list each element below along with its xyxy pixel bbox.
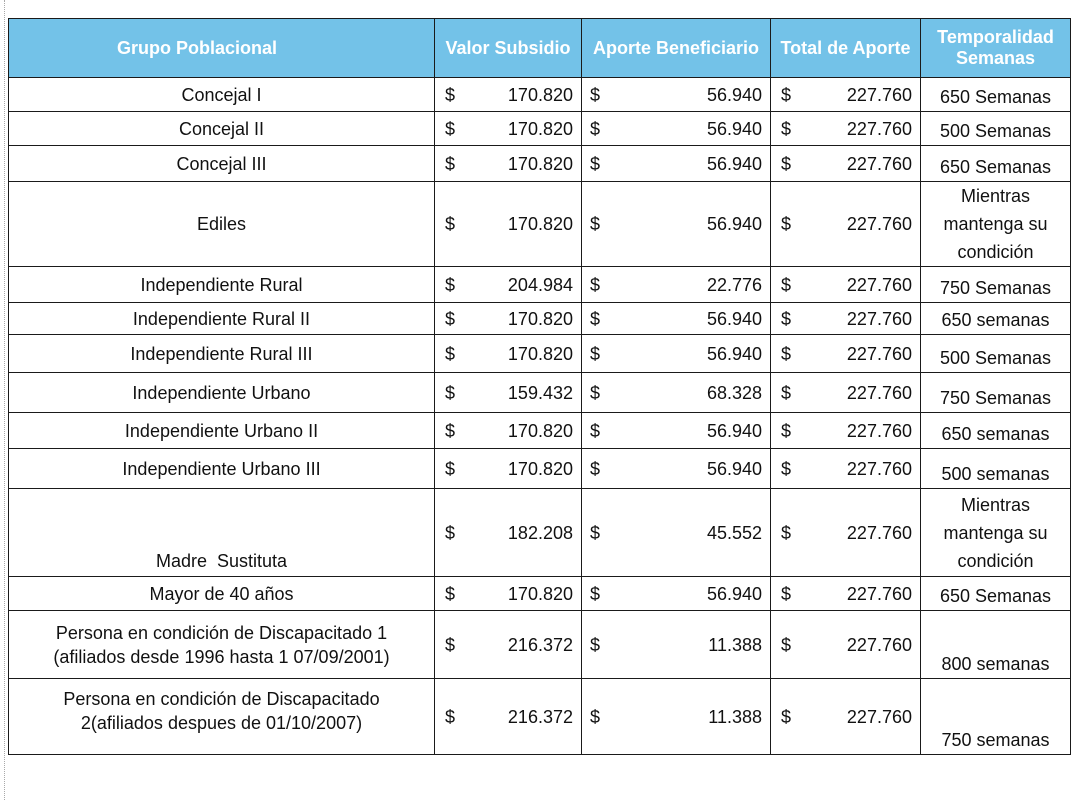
- subsidy-table: [8, 18, 1071, 755]
- cell-temporalidad: Mientras mantenga su condición: [921, 182, 1071, 267]
- cell-total-aporte: [771, 679, 921, 755]
- cell-aporte-beneficiario: [582, 146, 771, 182]
- money-value: 227.760: [846, 634, 912, 655]
- money-cell: [435, 82, 581, 108]
- money-cell: [582, 151, 770, 177]
- currency-symbol: $: [781, 706, 792, 727]
- money-cell: [435, 341, 581, 367]
- cell-valor-subsidio: [435, 577, 582, 611]
- currency-symbol: $: [781, 458, 792, 479]
- currency-symbol: $: [590, 458, 601, 479]
- money-value: 56.940: [706, 214, 762, 234]
- cell-valor-subsidio: [435, 146, 582, 182]
- money-value: 11.388: [708, 634, 762, 655]
- cell-valor-subsidio: [435, 78, 582, 112]
- money-value: 170.820: [507, 308, 573, 329]
- currency-symbol: $: [590, 153, 601, 174]
- money-value: 170.820: [507, 84, 573, 105]
- money-value: 170.820: [507, 420, 573, 441]
- currency-symbol: $: [590, 343, 601, 364]
- grupo-line-1: Persona en condición de Discapacitado: [63, 688, 380, 709]
- money-value: 56.940: [706, 118, 762, 139]
- cell-grupo-poblacional: [9, 146, 435, 182]
- cell-temporalidad: 800 semanas: [921, 611, 1071, 679]
- cell-total-aporte: [771, 267, 921, 303]
- cell-grupo-poblacional: [9, 303, 435, 335]
- cell-valor-subsidio: [435, 182, 582, 267]
- header-valor-subsidio: Valor Subsidio: [435, 19, 582, 78]
- currency-symbol: $: [445, 634, 456, 655]
- money-cell: [435, 116, 581, 142]
- cell-aporte-beneficiario: [582, 413, 771, 449]
- money-cell: [582, 272, 770, 298]
- header-temporalidad: Temporalidad Semanas: [921, 19, 1071, 78]
- money-value: 170.820: [507, 343, 573, 364]
- header-grupo-poblacional: Grupo Poblacional: [9, 19, 435, 78]
- money-cell: [771, 151, 920, 177]
- currency-symbol: $: [781, 382, 792, 403]
- money-value: 227.760: [846, 458, 912, 479]
- currency-symbol: $: [781, 153, 792, 174]
- money-value: 170.820: [507, 118, 573, 139]
- cell-grupo-poblacional: [9, 335, 435, 373]
- cell-aporte-beneficiario: [582, 449, 771, 489]
- cell-total-aporte: [771, 78, 921, 112]
- money-value: 56.940: [706, 583, 762, 604]
- cell-grupo-poblacional: [9, 182, 435, 267]
- cell-temporalidad: 650 semanas: [921, 413, 1071, 449]
- currency-symbol: $: [590, 420, 601, 441]
- money-value: 56.940: [706, 153, 762, 174]
- money-value: 56.940: [706, 308, 762, 329]
- cell-total-aporte: [771, 611, 921, 679]
- money-cell: [435, 456, 581, 482]
- money-cell: [582, 632, 770, 658]
- table-row: [9, 489, 1071, 577]
- cell-total-aporte: [771, 335, 921, 373]
- currency-symbol: $: [781, 583, 792, 604]
- table-header: [9, 19, 1071, 78]
- money-cell: [582, 581, 770, 607]
- grupo-label: Independiente Urbano II: [124, 420, 319, 441]
- money-value: 227.760: [846, 343, 912, 364]
- money-value: 11.388: [708, 706, 762, 727]
- money-value: 216.372: [507, 706, 573, 727]
- money-value: 227.760: [846, 153, 912, 174]
- cell-grupo-poblacional: [9, 373, 435, 413]
- table-row: [9, 78, 1071, 112]
- money-cell: [771, 211, 920, 237]
- money-value: 170.820: [507, 583, 573, 604]
- currency-symbol: $: [445, 583, 456, 604]
- money-cell: [771, 418, 920, 444]
- grupo-label: Ediles: [196, 214, 247, 234]
- cell-aporte-beneficiario: [582, 112, 771, 146]
- money-value: 227.760: [846, 522, 912, 543]
- cell-grupo-poblacional: [9, 267, 435, 303]
- money-cell: [771, 341, 920, 367]
- cell-aporte-beneficiario: [582, 267, 771, 303]
- money-cell: [582, 82, 770, 108]
- currency-symbol: $: [590, 706, 601, 727]
- money-value: 227.760: [846, 214, 912, 234]
- cell-grupo-poblacional: [9, 577, 435, 611]
- cell-temporalidad: 750 semanas: [921, 679, 1071, 755]
- money-cell: [582, 418, 770, 444]
- cell-grupo-poblacional: [9, 413, 435, 449]
- cell-total-aporte: [771, 303, 921, 335]
- table-row: [9, 373, 1071, 413]
- currency-symbol: $: [445, 84, 456, 105]
- money-value: 227.760: [846, 706, 912, 727]
- money-value: 227.760: [846, 84, 912, 105]
- money-cell: [771, 116, 920, 142]
- table-row: [9, 182, 1071, 267]
- currency-symbol: $: [445, 382, 456, 403]
- table-row: [9, 112, 1071, 146]
- money-value: 159.432: [507, 382, 573, 403]
- cell-temporalidad: Mientras mantenga su condición: [921, 489, 1071, 577]
- money-cell: [435, 211, 581, 237]
- money-cell: [435, 418, 581, 444]
- cell-valor-subsidio: [435, 413, 582, 449]
- currency-symbol: $: [590, 274, 601, 295]
- cell-aporte-beneficiario: [582, 577, 771, 611]
- table-row: [9, 413, 1071, 449]
- cell-aporte-beneficiario: [582, 182, 771, 267]
- cell-total-aporte: [771, 577, 921, 611]
- money-cell: [435, 306, 581, 332]
- grupo-label: Independiente Rural III: [130, 343, 313, 364]
- cell-grupo-poblacional: [9, 489, 435, 577]
- money-value: 170.820: [507, 458, 573, 479]
- currency-symbol: $: [781, 522, 792, 543]
- currency-symbol: $: [445, 343, 456, 364]
- currency-symbol: $: [445, 420, 456, 441]
- cell-total-aporte: [771, 146, 921, 182]
- money-cell: [582, 456, 770, 482]
- currency-symbol: $: [590, 382, 601, 403]
- currency-symbol: $: [590, 522, 601, 543]
- currency-symbol: $: [590, 118, 601, 139]
- currency-symbol: $: [445, 274, 456, 295]
- currency-symbol: $: [781, 214, 792, 234]
- cell-valor-subsidio: [435, 449, 582, 489]
- cell-temporalidad: 750 Semanas: [921, 373, 1071, 413]
- cell-aporte-beneficiario: [582, 78, 771, 112]
- header-total-aporte: Total de Aporte: [771, 19, 921, 78]
- currency-symbol: $: [590, 308, 601, 329]
- money-value: 170.820: [507, 153, 573, 174]
- money-value: 227.760: [846, 583, 912, 604]
- grupo-line-2: 2(afiliados despues de 01/10/2007): [80, 712, 363, 733]
- cell-aporte-beneficiario: [582, 679, 771, 755]
- cell-aporte-beneficiario: [582, 303, 771, 335]
- cell-total-aporte: [771, 182, 921, 267]
- currency-symbol: $: [781, 308, 792, 329]
- money-value: 227.760: [846, 420, 912, 441]
- cell-total-aporte: [771, 449, 921, 489]
- money-value: 170.820: [507, 214, 573, 234]
- money-value: 56.940: [706, 458, 762, 479]
- currency-symbol: $: [781, 84, 792, 105]
- money-cell: [582, 704, 770, 730]
- money-cell: [771, 581, 920, 607]
- money-cell: [771, 632, 920, 658]
- money-value: 227.760: [846, 274, 912, 295]
- cell-valor-subsidio: [435, 267, 582, 303]
- cell-temporalidad: 650 Semanas: [921, 78, 1071, 112]
- money-value: 56.940: [706, 420, 762, 441]
- money-cell: [435, 272, 581, 298]
- currency-symbol: $: [445, 458, 456, 479]
- money-cell: [435, 520, 581, 546]
- currency-symbol: $: [445, 118, 456, 139]
- grupo-label: Concejal II: [178, 118, 265, 139]
- currency-symbol: $: [445, 214, 456, 234]
- currency-symbol: $: [590, 84, 601, 105]
- currency-symbol: $: [590, 214, 601, 234]
- cell-valor-subsidio: [435, 679, 582, 755]
- money-cell: [771, 306, 920, 332]
- currency-symbol: $: [445, 153, 456, 174]
- cell-aporte-beneficiario: [582, 335, 771, 373]
- money-value: 56.940: [706, 343, 762, 364]
- cell-total-aporte: [771, 112, 921, 146]
- table-body: [9, 78, 1071, 755]
- currency-symbol: $: [445, 706, 456, 727]
- cell-grupo-poblacional: [9, 78, 435, 112]
- cell-valor-subsidio: [435, 611, 582, 679]
- cell-grupo-poblacional: [9, 449, 435, 489]
- table-row: [9, 679, 1071, 755]
- cell-valor-subsidio: [435, 335, 582, 373]
- cell-aporte-beneficiario: [582, 489, 771, 577]
- cell-temporalidad: 500 semanas: [921, 449, 1071, 489]
- header-row: [9, 19, 1071, 78]
- money-cell: [582, 380, 770, 406]
- currency-symbol: $: [781, 274, 792, 295]
- money-cell: [582, 341, 770, 367]
- cell-grupo-poblacional: [9, 679, 435, 755]
- money-cell: [435, 380, 581, 406]
- money-value: 227.760: [846, 308, 912, 329]
- currency-symbol: $: [445, 308, 456, 329]
- grupo-label: Independiente Rural II: [132, 308, 311, 329]
- cell-total-aporte: [771, 413, 921, 449]
- cell-temporalidad: 650 semanas: [921, 303, 1071, 335]
- cell-temporalidad: 500 Semanas: [921, 335, 1071, 373]
- money-cell: [582, 211, 770, 237]
- money-cell: [771, 272, 920, 298]
- money-value: 204.984: [507, 274, 573, 295]
- money-value: 216.372: [507, 634, 573, 655]
- header-aporte-beneficiario: Aporte Beneficiario: [582, 19, 771, 78]
- grupo-label: Independiente Urbano III: [122, 458, 321, 479]
- currency-symbol: $: [781, 118, 792, 139]
- cell-valor-subsidio: [435, 112, 582, 146]
- cell-temporalidad: 650 Semanas: [921, 577, 1071, 611]
- cell-temporalidad: 750 Semanas: [921, 267, 1071, 303]
- cell-total-aporte: [771, 373, 921, 413]
- grupo-label: Concejal I: [181, 84, 262, 105]
- money-value: 56.940: [706, 84, 762, 105]
- money-cell: [771, 380, 920, 406]
- grupo-label: Independiente Rural: [140, 274, 303, 295]
- money-cell: [771, 456, 920, 482]
- money-cell: [771, 704, 920, 730]
- money-value: 68.328: [706, 382, 762, 403]
- currency-symbol: $: [590, 634, 601, 655]
- table-row: [9, 267, 1071, 303]
- money-value: 227.760: [846, 382, 912, 403]
- money-cell: [435, 151, 581, 177]
- cell-aporte-beneficiario: [582, 611, 771, 679]
- money-value: 182.208: [507, 522, 573, 543]
- table-row: [9, 577, 1071, 611]
- cell-aporte-beneficiario: [582, 373, 771, 413]
- money-cell: [435, 632, 581, 658]
- page-margin-guide: [4, 0, 5, 800]
- grupo-line-2: (afiliados desde 1996 hasta 1 07/09/2001): [53, 646, 390, 667]
- money-value: 227.760: [846, 118, 912, 139]
- currency-symbol: $: [445, 522, 456, 543]
- table-row: [9, 335, 1071, 373]
- table-row: [9, 146, 1071, 182]
- currency-symbol: $: [781, 634, 792, 655]
- money-cell: [771, 82, 920, 108]
- grupo-label: Madre Sustituta: [155, 551, 288, 571]
- grupo-line-1: Persona en condición de Discapacitado 1: [55, 622, 388, 643]
- cell-grupo-poblacional: [9, 112, 435, 146]
- cell-temporalidad: 500 Semanas: [921, 112, 1071, 146]
- table-row: [9, 303, 1071, 335]
- cell-total-aporte: [771, 489, 921, 577]
- money-cell: [582, 520, 770, 546]
- currency-symbol: $: [781, 420, 792, 441]
- grupo-label: Mayor de 40 años: [149, 583, 294, 604]
- money-cell: [435, 704, 581, 730]
- cell-valor-subsidio: [435, 489, 582, 577]
- cell-valor-subsidio: [435, 373, 582, 413]
- currency-symbol: $: [590, 583, 601, 604]
- money-cell: [582, 116, 770, 142]
- money-cell: [582, 306, 770, 332]
- cell-grupo-poblacional: [9, 611, 435, 679]
- money-value: 22.776: [706, 274, 762, 295]
- currency-symbol: $: [781, 343, 792, 364]
- money-cell: [435, 581, 581, 607]
- money-value: 45.552: [706, 522, 762, 543]
- grupo-label: Concejal III: [176, 153, 267, 174]
- table-row: [9, 449, 1071, 489]
- cell-temporalidad: 650 Semanas: [921, 146, 1071, 182]
- money-cell: [771, 520, 920, 546]
- table-row: [9, 611, 1071, 679]
- cell-valor-subsidio: [435, 303, 582, 335]
- grupo-label: Independiente Urbano: [132, 382, 311, 403]
